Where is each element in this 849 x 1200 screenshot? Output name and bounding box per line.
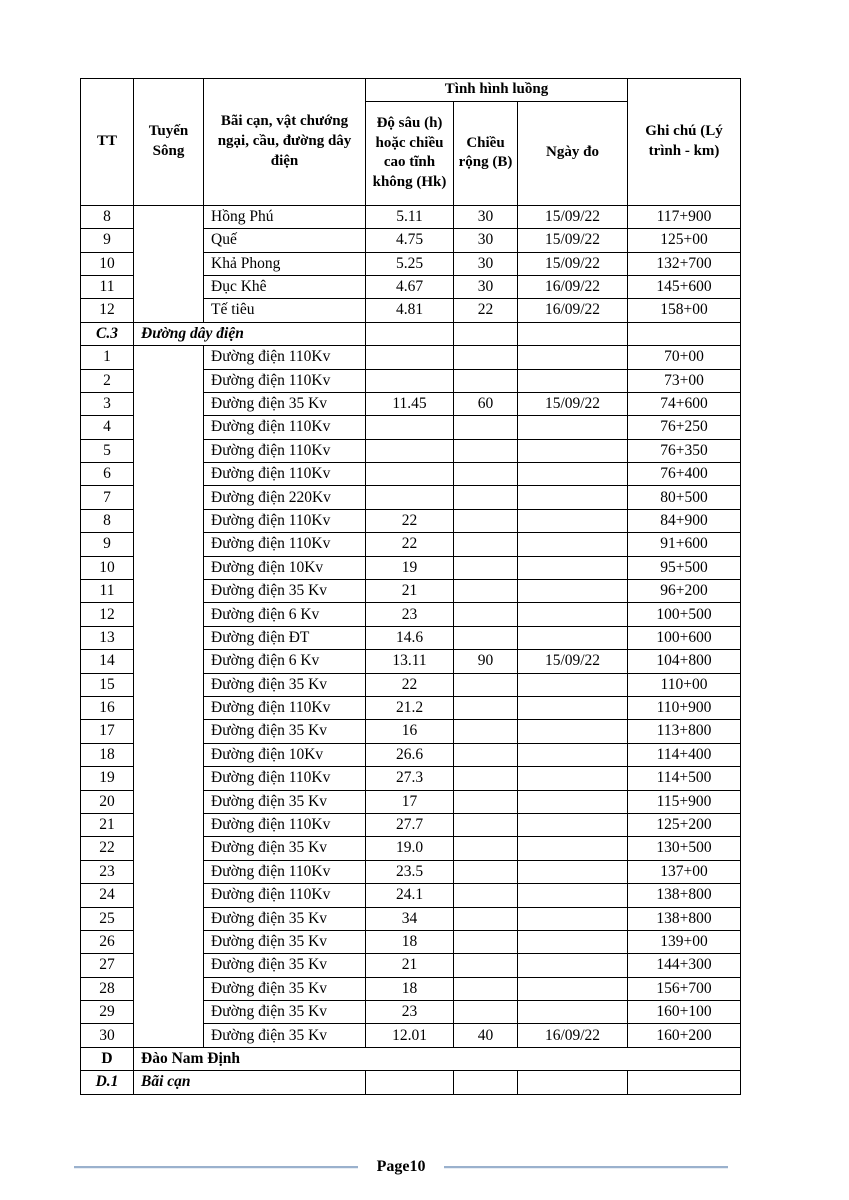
- date-cell: [518, 486, 628, 509]
- obstacle-name-cell: Đường điện 35 Kv: [204, 673, 366, 696]
- note-cell: 104+800: [628, 650, 741, 673]
- depth-cell: 22: [366, 509, 454, 532]
- obstacle-name-cell: Khả Phong: [204, 252, 366, 275]
- depth-cell: 26.6: [366, 743, 454, 766]
- obstacle-name-cell: Đường điện 35 Kv: [204, 1001, 366, 1024]
- tt-cell: 19: [81, 767, 134, 790]
- note-cell: 145+600: [628, 275, 741, 298]
- note-cell: 144+300: [628, 954, 741, 977]
- date-cell: [518, 580, 628, 603]
- date-cell: 16/09/22: [518, 275, 628, 298]
- width-cell: [454, 603, 518, 626]
- depth-cell: 34: [366, 907, 454, 930]
- tt-cell: 6: [81, 463, 134, 486]
- depth-cell: 4.67: [366, 275, 454, 298]
- date-cell: [518, 1001, 628, 1024]
- date-cell: [518, 673, 628, 696]
- note-cell: 160+200: [628, 1024, 741, 1047]
- depth-cell: 11.45: [366, 392, 454, 415]
- obstacle-name-cell: Đường điện 35 Kv: [204, 580, 366, 603]
- tt-cell: 10: [81, 252, 134, 275]
- tt-cell: 4: [81, 416, 134, 439]
- tt-cell: 12: [81, 603, 134, 626]
- obstacle-name-cell: Đường điện 6 Kv: [204, 650, 366, 673]
- note-cell: 125+200: [628, 813, 741, 836]
- note-cell: 110+00: [628, 673, 741, 696]
- date-cell: [518, 907, 628, 930]
- note-cell: 100+500: [628, 603, 741, 626]
- depth-cell: 27.3: [366, 767, 454, 790]
- date-cell: [518, 369, 628, 392]
- date-cell: [518, 720, 628, 743]
- empty-cell: [518, 322, 628, 345]
- note-cell: 91+600: [628, 533, 741, 556]
- depth-cell: [366, 346, 454, 369]
- obstacle-name-cell: Đường điện 110Kv: [204, 346, 366, 369]
- route-cell: [134, 205, 204, 322]
- header-tinh-hinh-luong: Tình hình luồng: [366, 79, 628, 102]
- obstacle-name-cell: Tế tiêu: [204, 299, 366, 322]
- tt-cell: 12: [81, 299, 134, 322]
- tt-cell: 1: [81, 346, 134, 369]
- depth-cell: 23: [366, 1001, 454, 1024]
- depth-cell: [366, 439, 454, 462]
- tt-cell: 8: [81, 509, 134, 532]
- section-row: [81, 1071, 741, 1094]
- width-cell: 22: [454, 299, 518, 322]
- width-cell: [454, 767, 518, 790]
- date-cell: 15/09/22: [518, 392, 628, 415]
- date-cell: 15/09/22: [518, 205, 628, 228]
- depth-cell: 22: [366, 673, 454, 696]
- width-cell: [454, 346, 518, 369]
- date-cell: [518, 813, 628, 836]
- obstacle-name-cell: Đường điện 35 Kv: [204, 930, 366, 953]
- depth-cell: 4.75: [366, 229, 454, 252]
- depth-cell: 21: [366, 580, 454, 603]
- obstacle-name-cell: Đường điện 35 Kv: [204, 977, 366, 1000]
- width-cell: 30: [454, 275, 518, 298]
- note-cell: 114+400: [628, 743, 741, 766]
- tt-cell: 5: [81, 439, 134, 462]
- width-cell: [454, 463, 518, 486]
- note-cell: 74+600: [628, 392, 741, 415]
- width-cell: [454, 580, 518, 603]
- depth-cell: 24.1: [366, 884, 454, 907]
- tt-cell: 7: [81, 486, 134, 509]
- depth-cell: 27.7: [366, 813, 454, 836]
- note-cell: 76+400: [628, 463, 741, 486]
- note-cell: 137+00: [628, 860, 741, 883]
- obstacle-name-cell: Đường điện 110Kv: [204, 416, 366, 439]
- obstacle-name-cell: Đường điện 10Kv: [204, 556, 366, 579]
- width-cell: [454, 1001, 518, 1024]
- empty-cell: [518, 1071, 628, 1094]
- obstacle-name-cell: Đường điện 35 Kv: [204, 907, 366, 930]
- obstacle-name-cell: Đường điện 110Kv: [204, 533, 366, 556]
- date-cell: [518, 860, 628, 883]
- width-cell: [454, 720, 518, 743]
- tt-cell: 22: [81, 837, 134, 860]
- empty-cell: [454, 322, 518, 345]
- width-cell: [454, 486, 518, 509]
- depth-cell: 14.6: [366, 626, 454, 649]
- width-cell: [454, 509, 518, 532]
- depth-cell: 18: [366, 930, 454, 953]
- depth-cell: 21.2: [366, 697, 454, 720]
- obstacle-name-cell: Đường điện 35 Kv: [204, 1024, 366, 1047]
- tt-cell: 11: [81, 580, 134, 603]
- date-cell: [518, 556, 628, 579]
- note-cell: 110+900: [628, 697, 741, 720]
- tt-cell: 24: [81, 884, 134, 907]
- note-cell: 70+00: [628, 346, 741, 369]
- note-cell: 138+800: [628, 907, 741, 930]
- obstacle-name-cell: Đường điện 110Kv: [204, 813, 366, 836]
- tt-cell: 11: [81, 275, 134, 298]
- tt-cell: 2: [81, 369, 134, 392]
- tt-cell: 9: [81, 229, 134, 252]
- date-cell: [518, 930, 628, 953]
- obstacle-name-cell: Đục Khê: [204, 275, 366, 298]
- width-cell: [454, 673, 518, 696]
- tt-cell: 29: [81, 1001, 134, 1024]
- note-cell: 95+500: [628, 556, 741, 579]
- note-cell: 132+700: [628, 252, 741, 275]
- date-cell: [518, 626, 628, 649]
- obstacle-name-cell: Đường điện 6 Kv: [204, 603, 366, 626]
- depth-cell: 4.81: [366, 299, 454, 322]
- depth-cell: 12.01: [366, 1024, 454, 1047]
- width-cell: [454, 790, 518, 813]
- obstacle-name-cell: Đường điện 35 Kv: [204, 954, 366, 977]
- obstacle-name-cell: Đường điện 110Kv: [204, 509, 366, 532]
- note-cell: 130+500: [628, 837, 741, 860]
- date-cell: 16/09/22: [518, 1024, 628, 1047]
- note-cell: 80+500: [628, 486, 741, 509]
- width-cell: [454, 743, 518, 766]
- width-cell: [454, 416, 518, 439]
- obstacle-name-cell: Đường điện 110Kv: [204, 697, 366, 720]
- section-tt-cell: D.1: [81, 1071, 134, 1094]
- note-cell: 158+00: [628, 299, 741, 322]
- width-cell: 30: [454, 205, 518, 228]
- obstacle-name-cell: Đường điện ĐT: [204, 626, 366, 649]
- depth-cell: [366, 486, 454, 509]
- date-cell: [518, 954, 628, 977]
- depth-cell: [366, 416, 454, 439]
- empty-cell: [628, 1071, 741, 1094]
- header-tuyen-song: Tuyến Sông: [134, 79, 204, 206]
- section-row: [81, 322, 741, 345]
- obstacle-name-cell: Đường điện 110Kv: [204, 767, 366, 790]
- tt-cell: 26: [81, 930, 134, 953]
- channel-status-table: [80, 78, 741, 1095]
- table-row: [81, 205, 741, 228]
- date-cell: 16/09/22: [518, 299, 628, 322]
- depth-cell: [366, 369, 454, 392]
- header-ghi-chu: Ghi chú (Lý trình - km): [628, 79, 741, 206]
- header-bai-can: Bãi cạn, vật chướng ngại, cầu, đường dây điện: [204, 79, 366, 206]
- page-footer: [74, 1158, 728, 1176]
- obstacle-name-cell: Đường điện 35 Kv: [204, 837, 366, 860]
- header-tt: TT: [81, 79, 134, 206]
- depth-cell: 13.11: [366, 650, 454, 673]
- tt-cell: 27: [81, 954, 134, 977]
- tt-cell: 18: [81, 743, 134, 766]
- depth-cell: 19: [366, 556, 454, 579]
- tt-cell: 8: [81, 205, 134, 228]
- note-cell: 76+350: [628, 439, 741, 462]
- page-number: Page10: [376, 1158, 426, 1175]
- tt-cell: 13: [81, 626, 134, 649]
- note-cell: 160+100: [628, 1001, 741, 1024]
- date-cell: [518, 743, 628, 766]
- obstacle-name-cell: Đường điện 110Kv: [204, 884, 366, 907]
- tt-cell: 20: [81, 790, 134, 813]
- width-cell: [454, 977, 518, 1000]
- date-cell: [518, 509, 628, 532]
- obstacle-name-cell: Đường điện 35 Kv: [204, 790, 366, 813]
- depth-cell: 17: [366, 790, 454, 813]
- route-cell: [134, 346, 204, 1048]
- width-cell: [454, 837, 518, 860]
- date-cell: [518, 463, 628, 486]
- section-label-cell: Bãi cạn: [134, 1071, 366, 1094]
- empty-cell: [454, 1071, 518, 1094]
- depth-cell: 5.11: [366, 205, 454, 228]
- date-cell: [518, 767, 628, 790]
- tt-cell: 17: [81, 720, 134, 743]
- tt-cell: 30: [81, 1024, 134, 1047]
- width-cell: [454, 439, 518, 462]
- empty-cell: [366, 1071, 454, 1094]
- date-cell: 15/09/22: [518, 229, 628, 252]
- width-cell: [454, 907, 518, 930]
- obstacle-name-cell: Quế: [204, 229, 366, 252]
- table-row: [81, 346, 741, 369]
- note-cell: 100+600: [628, 626, 741, 649]
- note-cell: 84+900: [628, 509, 741, 532]
- note-cell: 73+00: [628, 369, 741, 392]
- tt-cell: 3: [81, 392, 134, 415]
- depth-cell: 23.5: [366, 860, 454, 883]
- tt-cell: 25: [81, 907, 134, 930]
- width-cell: [454, 556, 518, 579]
- obstacle-name-cell: Đường điện 220Kv: [204, 486, 366, 509]
- obstacle-name-cell: Đường điện 35 Kv: [204, 392, 366, 415]
- date-cell: [518, 439, 628, 462]
- obstacle-name-cell: Đường điện 110Kv: [204, 369, 366, 392]
- width-cell: [454, 533, 518, 556]
- tt-cell: 21: [81, 813, 134, 836]
- footer-rule-left: [74, 1166, 358, 1169]
- table-header: [81, 79, 741, 206]
- header-ngay-do: Ngày đo: [518, 101, 628, 205]
- note-cell: 96+200: [628, 580, 741, 603]
- table-body: [81, 205, 741, 1094]
- depth-cell: [366, 463, 454, 486]
- date-cell: [518, 884, 628, 907]
- obstacle-name-cell: Hồng Phú: [204, 205, 366, 228]
- date-cell: [518, 416, 628, 439]
- obstacle-name-cell: Đường điện 110Kv: [204, 439, 366, 462]
- section-label-cell: Đào Nam Định: [134, 1047, 741, 1070]
- date-cell: [518, 697, 628, 720]
- section-row: [81, 1047, 741, 1070]
- width-cell: 60: [454, 392, 518, 415]
- width-cell: 40: [454, 1024, 518, 1047]
- width-cell: [454, 954, 518, 977]
- note-cell: 139+00: [628, 930, 741, 953]
- tt-cell: 15: [81, 673, 134, 696]
- date-cell: [518, 837, 628, 860]
- tt-cell: 10: [81, 556, 134, 579]
- header-chieu-rong: Chiều rộng (B): [454, 101, 518, 205]
- width-cell: [454, 626, 518, 649]
- width-cell: [454, 697, 518, 720]
- date-cell: 15/09/22: [518, 650, 628, 673]
- date-cell: 15/09/22: [518, 252, 628, 275]
- footer-rule-right: [444, 1166, 728, 1169]
- date-cell: [518, 603, 628, 626]
- depth-cell: 19.0: [366, 837, 454, 860]
- note-cell: 138+800: [628, 884, 741, 907]
- section-tt-cell: C.3: [81, 322, 134, 345]
- empty-cell: [628, 322, 741, 345]
- tt-cell: 9: [81, 533, 134, 556]
- width-cell: 30: [454, 229, 518, 252]
- section-label-cell: Đường dây điện: [134, 322, 366, 345]
- obstacle-name-cell: Đường điện 110Kv: [204, 463, 366, 486]
- date-cell: [518, 346, 628, 369]
- width-cell: 30: [454, 252, 518, 275]
- width-cell: [454, 369, 518, 392]
- tt-cell: 23: [81, 860, 134, 883]
- note-cell: 117+900: [628, 205, 741, 228]
- note-cell: 76+250: [628, 416, 741, 439]
- width-cell: [454, 813, 518, 836]
- tt-cell: 28: [81, 977, 134, 1000]
- tt-cell: 16: [81, 697, 134, 720]
- tt-cell: 14: [81, 650, 134, 673]
- depth-cell: 16: [366, 720, 454, 743]
- note-cell: 114+500: [628, 767, 741, 790]
- width-cell: [454, 884, 518, 907]
- empty-cell: [366, 322, 454, 345]
- section-tt-cell: D: [81, 1047, 134, 1070]
- depth-cell: 5.25: [366, 252, 454, 275]
- depth-cell: 21: [366, 954, 454, 977]
- note-cell: 156+700: [628, 977, 741, 1000]
- obstacle-name-cell: Đường điện 110Kv: [204, 860, 366, 883]
- depth-cell: 23: [366, 603, 454, 626]
- width-cell: [454, 860, 518, 883]
- date-cell: [518, 533, 628, 556]
- obstacle-name-cell: Đường điện 35 Kv: [204, 720, 366, 743]
- date-cell: [518, 977, 628, 1000]
- obstacle-name-cell: Đường điện 10Kv: [204, 743, 366, 766]
- note-cell: 113+800: [628, 720, 741, 743]
- note-cell: 115+900: [628, 790, 741, 813]
- width-cell: [454, 930, 518, 953]
- date-cell: [518, 790, 628, 813]
- note-cell: 125+00: [628, 229, 741, 252]
- header-do-sau: Độ sâu (h) hoặc chiều cao tĩnh không (Hk): [366, 101, 454, 205]
- depth-cell: 18: [366, 977, 454, 1000]
- depth-cell: 22: [366, 533, 454, 556]
- width-cell: 90: [454, 650, 518, 673]
